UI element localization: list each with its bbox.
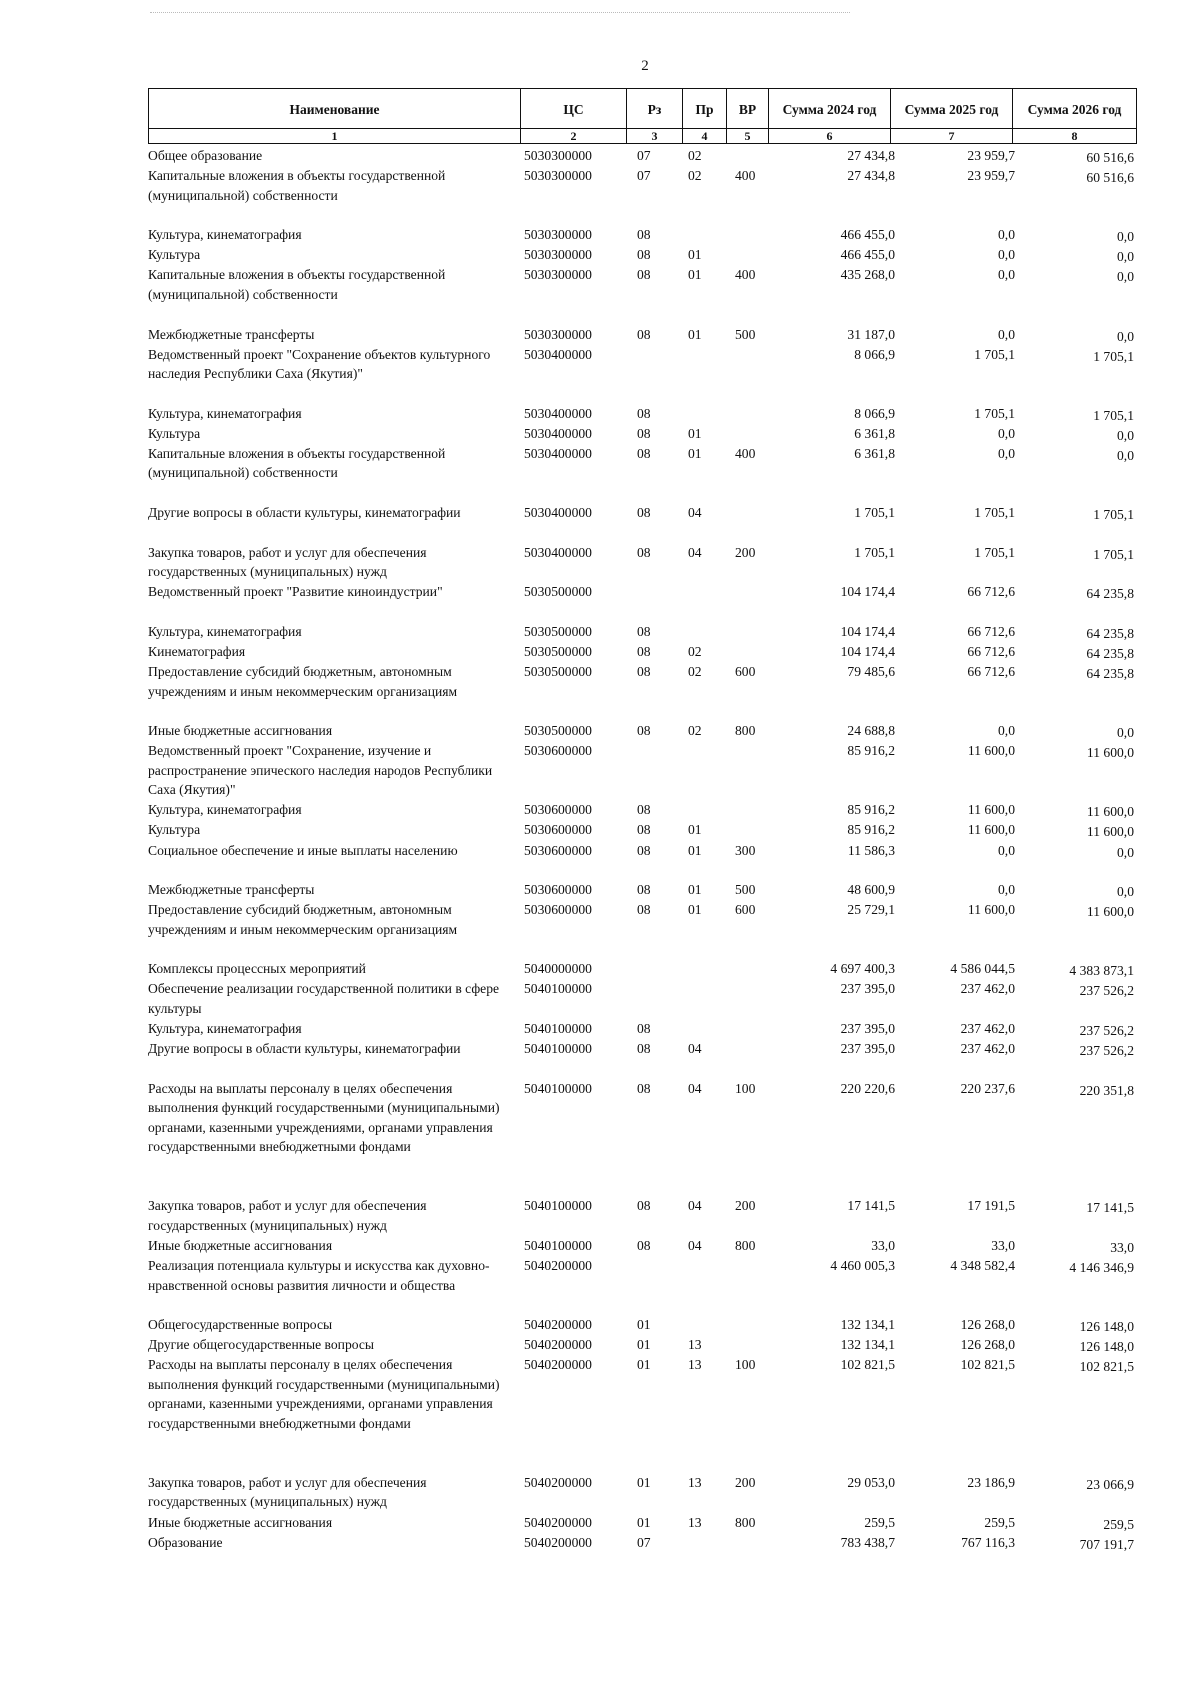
row-sum-2025: 4 586 044,5 — [950, 961, 1015, 977]
row-sum-2026: 64 235,8 — [1086, 645, 1134, 661]
row-vr: 100 — [735, 1080, 756, 1096]
row-rz: 08 — [637, 802, 651, 818]
row-cs: 5040100000 — [524, 1237, 592, 1253]
row-sum-2024: 237 395,0 — [840, 1021, 895, 1036]
table-header — [148, 88, 1137, 144]
row-sum-2025: 33,0 — [991, 1237, 1015, 1253]
row-rz: 08 — [637, 326, 651, 342]
row-sum-2026: 60 516,6 — [1086, 150, 1134, 165]
page-number: 2 — [641, 58, 649, 74]
row-rz: 07 — [637, 168, 651, 184]
row-cs: 5040100000 — [524, 981, 592, 997]
row-sum-2024: 6 361,8 — [854, 445, 895, 461]
row-sum-2024: 85 916,2 — [847, 822, 895, 838]
row-sum-2026: 0,0 — [1117, 328, 1134, 344]
row-pr: 01 — [688, 822, 702, 838]
col-number: 3 — [627, 129, 683, 144]
row-vr: 600 — [735, 664, 756, 679]
row-name: Другие вопросы в области культуры, кинематографии — [148, 1041, 461, 1057]
row-rz: 08 — [637, 1041, 651, 1057]
row-rz: 08 — [637, 664, 651, 679]
row-sum-2024: 102 821,5 — [840, 1357, 895, 1373]
row-vr: 400 — [735, 267, 756, 283]
row-sum-2024: 48 600,9 — [847, 882, 895, 898]
row-sum-2025: 23 959,7 — [967, 168, 1015, 184]
row-sum-2025: 0,0 — [998, 842, 1015, 858]
row-sum-2025: 259,5 — [984, 1514, 1015, 1530]
row-sum-2025: 1 705,1 — [974, 505, 1015, 520]
header-sum-2026: Сумма 2026 год — [1013, 89, 1137, 129]
row-pr: 13 — [688, 1474, 702, 1490]
row-pr: 01 — [688, 842, 702, 858]
row-sum-2025: 220 237,6 — [960, 1080, 1015, 1096]
row-name: Культура, кинематография — [148, 1021, 302, 1036]
row-sum-2026: 0,0 — [1117, 844, 1134, 860]
row-rz: 08 — [637, 247, 651, 263]
row-name: Предоставление субсидий бюджетным, автономным учреждениям и иным некоммерческим организациям — [148, 902, 458, 937]
row-cs: 5030500000 — [524, 723, 592, 739]
row-name: Предоставление субсидий бюджетным, автономным учреждениям и иным некоммерческим организациям — [148, 664, 458, 699]
row-sum-2024: 220 220,6 — [840, 1080, 895, 1096]
row-rz: 08 — [637, 882, 651, 898]
row-cs: 5030600000 — [524, 802, 592, 818]
row-name: Закупка товаров, работ и услуг для обеспечения государственных (муниципальных) нужд — [148, 1198, 427, 1233]
header-rz: Рз — [627, 89, 683, 129]
row-sum-2026: 0,0 — [1117, 725, 1134, 741]
row-vr: 800 — [735, 723, 756, 739]
row-cs: 5030300000 — [524, 247, 592, 263]
row-sum-2025: 1 705,1 — [974, 405, 1015, 421]
row-cs: 5040100000 — [524, 1080, 592, 1096]
row-pr: 01 — [688, 247, 702, 263]
row-vr: 400 — [735, 445, 756, 461]
row-sum-2024: 11 586,3 — [847, 842, 895, 858]
row-name: Расходы на выплаты персоналу в целях обеспечения выполнения функций государственными (муниципальными) органами, казенными учреждениями, органами управления государственными внебюджетными фондами — [148, 1357, 500, 1431]
row-rz: 01 — [637, 1337, 651, 1353]
row-sum-2024: 132 134,1 — [840, 1337, 895, 1353]
row-vr: 200 — [735, 544, 756, 560]
row-cs: 5030300000 — [524, 148, 592, 163]
row-sum-2025: 126 268,0 — [960, 1317, 1015, 1333]
row-sum-2025: 4 348 582,4 — [950, 1258, 1015, 1273]
row-cs: 5040200000 — [524, 1337, 592, 1353]
row-sum-2026: 0,0 — [1117, 229, 1134, 245]
row-name: Иные бюджетные ассигнования — [148, 723, 333, 739]
row-sum-2024: 435 268,0 — [840, 267, 895, 283]
col-number: 2 — [521, 129, 627, 144]
row-sum-2025: 0,0 — [998, 267, 1015, 283]
row-sum-2026: 33,0 — [1110, 1239, 1134, 1255]
row-cs: 5030600000 — [524, 822, 592, 838]
row-cs: 5030300000 — [524, 227, 592, 243]
row-pr: 01 — [688, 425, 702, 441]
row-sum-2024: 31 187,0 — [847, 326, 895, 342]
row-name: Расходы на выплаты персоналу в целях обеспечения выполнения функций государственными (муниципальными) органами, казенными учреждениями, органами управления государственными внебюджетными фондами — [148, 1080, 500, 1155]
row-sum-2026: 11 600,0 — [1086, 904, 1134, 920]
row-sum-2025: 66 712,6 — [967, 584, 1015, 600]
row-cs: 5030400000 — [524, 425, 592, 441]
row-name: Капитальные вложения в объекты государственной (муниципальной) собственности — [148, 267, 446, 302]
row-cs: 5030500000 — [524, 664, 592, 679]
row-pr: 04 — [688, 1080, 702, 1096]
row-sum-2024: 237 395,0 — [840, 981, 895, 997]
row-name: Другие общегосударственные вопросы — [148, 1337, 375, 1353]
row-sum-2026: 1 705,1 — [1093, 546, 1134, 562]
row-sum-2024: 104 174,4 — [840, 623, 895, 639]
row-sum-2025: 23 959,7 — [967, 148, 1015, 163]
row-name: Общегосударственные вопросы — [148, 1317, 333, 1333]
row-sum-2025: 23 186,9 — [967, 1474, 1015, 1490]
row-sum-2024: 85 916,2 — [847, 802, 895, 818]
row-sum-2024: 1 705,1 — [854, 505, 895, 520]
row-cs: 5030500000 — [524, 623, 592, 639]
header-name: Наименование — [149, 89, 521, 129]
row-rz: 07 — [637, 148, 651, 163]
col-number: 8 — [1013, 129, 1137, 144]
row-cs: 5040200000 — [524, 1474, 592, 1490]
row-sum-2026: 60 516,6 — [1086, 170, 1134, 186]
row-rz: 08 — [637, 723, 651, 739]
row-sum-2024: 783 438,7 — [840, 1534, 895, 1550]
row-name: Капитальные вложения в объекты государственной (муниципальной) собственности — [148, 445, 446, 481]
row-sum-2025: 102 821,5 — [960, 1357, 1015, 1373]
row-pr: 04 — [688, 1198, 702, 1214]
row-sum-2024: 4 697 400,3 — [830, 961, 895, 977]
row-pr: 02 — [688, 643, 702, 659]
row-sum-2025: 11 600,0 — [967, 802, 1015, 818]
row-pr: 04 — [688, 544, 702, 560]
row-cs: 5040100000 — [524, 1041, 592, 1057]
row-name: Ведомственный проект "Сохранение объектов культурного наследия Республики Саха (Якутия)" — [148, 346, 491, 382]
row-sum-2026: 64 235,8 — [1086, 586, 1134, 602]
row-cs: 5030600000 — [524, 743, 592, 759]
row-rz: 08 — [637, 445, 651, 461]
row-sum-2025: 11 600,0 — [967, 902, 1015, 918]
row-vr: 200 — [735, 1198, 756, 1214]
row-name: Капитальные вложения в объекты государственной (муниципальной) собственности — [148, 168, 446, 203]
row-cs: 5030400000 — [524, 346, 592, 362]
row-name: Реализация потенциала культуры и искусства как духовно-нравственной основы развития личности и общества — [148, 1258, 490, 1293]
row-name: Межбюджетные трансферты — [148, 326, 315, 342]
row-cs: 5040200000 — [524, 1534, 592, 1550]
row-sum-2026: 126 148,0 — [1079, 1319, 1134, 1335]
row-cs: 5030300000 — [524, 168, 592, 184]
row-sum-2024: 6 361,8 — [854, 425, 895, 441]
row-sum-2025: 11 600,0 — [967, 743, 1015, 759]
row-cs: 5030600000 — [524, 842, 592, 858]
row-name: Комплексы процессных мероприятий — [148, 961, 366, 977]
row-name: Иные бюджетные ассигнования — [148, 1514, 333, 1530]
row-sum-2025: 66 712,6 — [967, 643, 1015, 659]
row-cs: 5030400000 — [524, 544, 592, 560]
row-rz: 08 — [637, 505, 651, 520]
row-cs: 5030600000 — [524, 882, 592, 898]
row-sum-2026: 259,5 — [1103, 1516, 1134, 1532]
row-sum-2024: 259,5 — [864, 1514, 895, 1530]
row-sum-2024: 237 395,0 — [840, 1041, 895, 1057]
row-vr: 400 — [735, 168, 756, 184]
row-rz: 08 — [637, 643, 651, 659]
row-sum-2025: 1 705,1 — [974, 544, 1015, 560]
row-name: Иные бюджетные ассигнования — [148, 1237, 333, 1253]
row-vr: 600 — [735, 902, 756, 918]
row-sum-2026: 0,0 — [1117, 884, 1134, 900]
row-sum-2025: 237 462,0 — [960, 981, 1015, 997]
row-name: Культура, кинематография — [148, 802, 302, 818]
row-sum-2024: 29 053,0 — [847, 1474, 895, 1490]
row-sum-2026: 237 526,2 — [1079, 1023, 1134, 1038]
row-sum-2024: 104 174,4 — [840, 643, 895, 659]
row-sum-2026: 23 066,9 — [1086, 1476, 1134, 1492]
row-cs: 5030300000 — [524, 326, 592, 342]
row-sum-2024: 8 066,9 — [854, 405, 895, 421]
row-cs: 5040200000 — [524, 1258, 592, 1273]
row-sum-2025: 0,0 — [998, 227, 1015, 243]
row-cs: 5030300000 — [524, 267, 592, 283]
col-number: 4 — [683, 129, 727, 144]
row-sum-2024: 8 066,9 — [854, 346, 895, 362]
row-rz: 08 — [637, 842, 651, 858]
row-name: Обеспечение реализации государственной политики в сфере культуры — [148, 981, 500, 1016]
row-name: Межбюджетные трансферты — [148, 882, 315, 898]
row-cs: 5030500000 — [524, 584, 592, 600]
row-sum-2025: 17 191,5 — [967, 1198, 1015, 1214]
row-rz: 08 — [637, 425, 651, 441]
row-cs: 5040200000 — [524, 1317, 592, 1333]
row-pr: 01 — [688, 445, 702, 461]
row-pr: 01 — [688, 326, 702, 342]
row-sum-2026: 0,0 — [1117, 269, 1134, 285]
row-cs: 5040100000 — [524, 1021, 592, 1036]
row-rz: 08 — [637, 1021, 651, 1036]
row-pr: 01 — [688, 267, 702, 283]
row-sum-2025: 1 705,1 — [974, 346, 1015, 362]
header-sum-2025: Сумма 2025 год — [891, 89, 1013, 129]
row-name: Культура, кинематография — [148, 227, 302, 243]
row-sum-2024: 27 434,8 — [847, 148, 895, 163]
row-pr: 13 — [688, 1514, 702, 1530]
row-vr: 200 — [735, 1474, 756, 1490]
row-rz: 01 — [637, 1474, 651, 1490]
row-name: Культура, кинематография — [148, 405, 302, 421]
row-sum-2024: 33,0 — [871, 1237, 895, 1253]
row-cs: 5030600000 — [524, 902, 592, 918]
row-sum-2024: 17 141,5 — [847, 1198, 895, 1214]
row-name: Социальное обеспечение и иные выплаты населению — [148, 842, 458, 858]
row-cs: 5040100000 — [524, 1198, 592, 1214]
row-sum-2026: 11 600,0 — [1086, 804, 1134, 820]
row-sum-2025: 0,0 — [998, 326, 1015, 342]
row-sum-2025: 11 600,0 — [967, 822, 1015, 838]
row-name: Закупка товаров, работ и услуг для обеспечения государственных (муниципальных) нужд — [148, 1474, 427, 1510]
row-sum-2026: 1 705,1 — [1093, 407, 1134, 423]
col-number: 6 — [769, 129, 891, 144]
row-pr: 02 — [688, 723, 702, 739]
row-vr: 100 — [735, 1357, 756, 1373]
row-sum-2026: 237 526,2 — [1079, 1043, 1134, 1059]
row-name: Ведомственный проект "Развитие киноиндустрии" — [148, 584, 443, 600]
header-pr: Пр — [683, 89, 727, 129]
row-sum-2026: 4 146 346,9 — [1069, 1260, 1134, 1275]
row-rz: 08 — [637, 267, 651, 283]
row-rz: 08 — [637, 405, 651, 421]
row-sum-2024: 25 729,1 — [847, 902, 895, 918]
row-name: Кинематография — [148, 643, 246, 659]
row-pr: 13 — [688, 1337, 702, 1353]
row-sum-2026: 1 705,1 — [1093, 507, 1134, 522]
row-name: Общее образование — [148, 148, 263, 163]
row-rz: 08 — [637, 544, 651, 560]
row-rz: 01 — [637, 1514, 651, 1530]
row-cs: 5030400000 — [524, 405, 592, 421]
row-sum-2026: 126 148,0 — [1079, 1339, 1134, 1355]
scan-artifact — [150, 12, 850, 13]
row-name: Другие вопросы в области культуры, кинематографии — [148, 505, 461, 520]
row-sum-2024: 466 455,0 — [840, 227, 895, 243]
row-vr: 500 — [735, 326, 756, 342]
row-sum-2026: 102 821,5 — [1079, 1359, 1134, 1375]
row-rz: 08 — [637, 1080, 651, 1096]
col-number: 1 — [149, 129, 521, 144]
row-name: Закупка товаров, работ и услуг для обеспечения государственных (муниципальных) нужд — [148, 544, 427, 580]
row-rz: 08 — [637, 227, 651, 243]
row-sum-2024: 24 688,8 — [847, 723, 895, 739]
row-sum-2024: 79 485,6 — [847, 664, 895, 679]
row-sum-2026: 1 705,1 — [1093, 348, 1134, 364]
row-sum-2025: 0,0 — [998, 425, 1015, 441]
header-sum-2024: Сумма 2024 год — [769, 89, 891, 129]
row-sum-2024: 85 916,2 — [847, 743, 895, 759]
header-cs: ЦС — [521, 89, 627, 129]
row-sum-2026: 17 141,5 — [1086, 1200, 1134, 1216]
row-sum-2026: 64 235,8 — [1086, 666, 1134, 681]
row-sum-2026: 11 600,0 — [1086, 824, 1134, 840]
row-cs: 5040200000 — [524, 1357, 592, 1373]
row-cs: 5030400000 — [524, 445, 592, 461]
row-vr: 300 — [735, 842, 756, 858]
row-rz: 08 — [637, 902, 651, 918]
row-sum-2026: 0,0 — [1117, 427, 1134, 443]
row-pr: 01 — [688, 882, 702, 898]
row-sum-2026: 237 526,2 — [1079, 983, 1134, 999]
row-name: Культура, кинематография — [148, 623, 302, 639]
row-sum-2026: 0,0 — [1117, 249, 1134, 265]
row-cs: 5030500000 — [524, 643, 592, 659]
row-sum-2026: 0,0 — [1117, 447, 1134, 463]
row-pr: 04 — [688, 505, 702, 520]
row-sum-2025: 237 462,0 — [960, 1041, 1015, 1057]
row-sum-2026: 4 383 873,1 — [1069, 963, 1134, 979]
row-vr: 500 — [735, 882, 756, 898]
row-name: Ведомственный проект "Сохранение, изучение и распространение эпического наследия народов Республики Саха (Якутия)" — [148, 743, 493, 798]
row-name: Культура — [148, 822, 201, 838]
row-sum-2025: 0,0 — [998, 723, 1015, 739]
row-sum-2024: 4 460 005,3 — [830, 1258, 895, 1273]
row-cs: 5030400000 — [524, 505, 592, 520]
row-pr: 13 — [688, 1357, 702, 1373]
row-sum-2025: 0,0 — [998, 247, 1015, 263]
row-rz: 08 — [637, 623, 651, 639]
row-rz: 08 — [637, 1237, 651, 1253]
row-rz: 08 — [637, 1198, 651, 1214]
row-sum-2024: 466 455,0 — [840, 247, 895, 263]
row-sum-2025: 767 116,3 — [961, 1534, 1015, 1550]
col-number: 7 — [891, 129, 1013, 144]
row-name: Культура — [148, 425, 201, 441]
row-pr: 04 — [688, 1237, 702, 1253]
row-sum-2026: 707 191,7 — [1079, 1536, 1134, 1552]
row-rz: 08 — [637, 822, 651, 838]
row-sum-2025: 126 268,0 — [960, 1337, 1015, 1353]
row-pr: 02 — [688, 148, 702, 163]
row-cs: 5040200000 — [524, 1514, 592, 1530]
row-sum-2026: 220 351,8 — [1079, 1082, 1134, 1098]
row-sum-2025: 0,0 — [998, 445, 1015, 461]
row-sum-2026: 64 235,8 — [1086, 625, 1134, 641]
row-name: Образование — [148, 1534, 223, 1550]
row-pr: 02 — [688, 168, 702, 184]
row-rz: 01 — [637, 1317, 651, 1333]
row-pr: 02 — [688, 664, 702, 679]
row-vr: 800 — [735, 1514, 756, 1530]
row-sum-2025: 0,0 — [998, 882, 1015, 898]
col-number: 5 — [727, 129, 769, 144]
row-sum-2024: 1 705,1 — [854, 544, 895, 560]
row-sum-2024: 132 134,1 — [840, 1317, 895, 1333]
row-name: Культура — [148, 247, 201, 263]
row-sum-2026: 11 600,0 — [1086, 745, 1134, 761]
row-rz: 07 — [637, 1534, 651, 1550]
header-vr: ВР — [727, 89, 769, 129]
row-vr: 800 — [735, 1237, 756, 1253]
row-pr: 01 — [688, 902, 702, 918]
row-pr: 04 — [688, 1041, 702, 1057]
row-rz: 01 — [637, 1357, 651, 1373]
row-sum-2025: 66 712,6 — [967, 664, 1015, 679]
row-sum-2025: 237 462,0 — [960, 1021, 1015, 1036]
row-sum-2025: 66 712,6 — [967, 623, 1015, 639]
row-sum-2024: 27 434,8 — [847, 168, 895, 184]
row-cs: 5040000000 — [524, 961, 592, 977]
row-sum-2024: 104 174,4 — [840, 584, 895, 600]
